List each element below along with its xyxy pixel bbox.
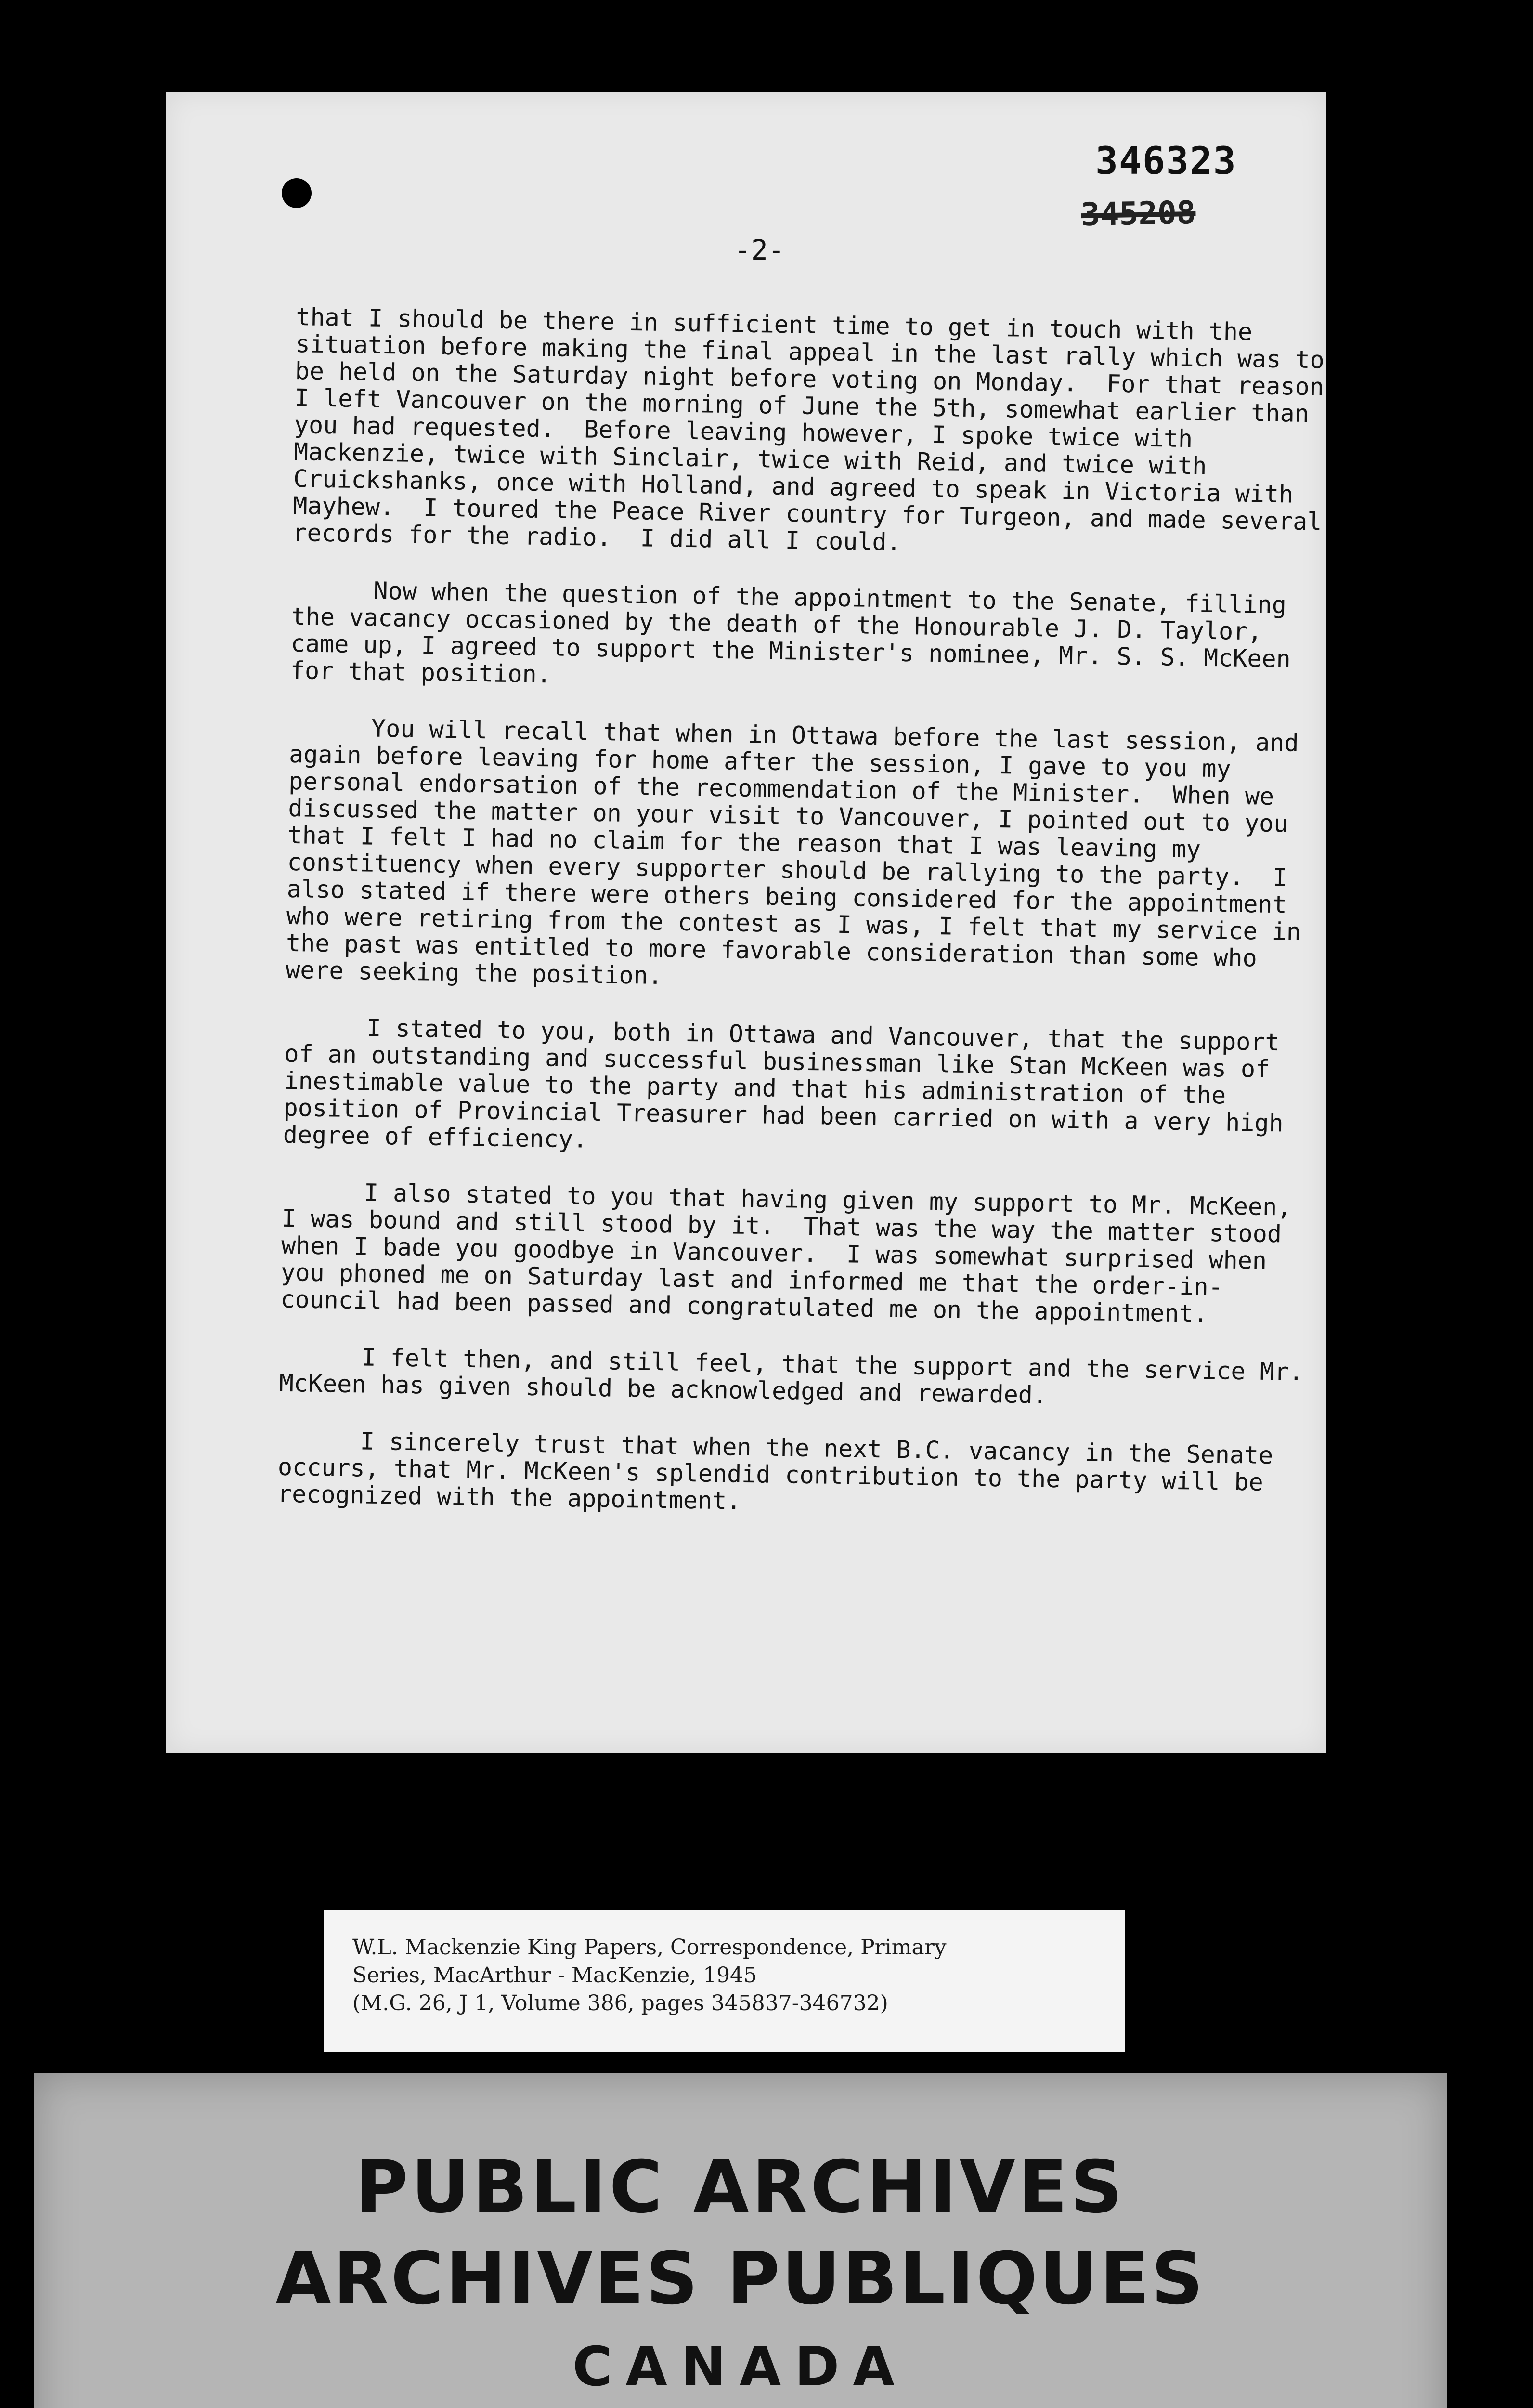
citation-line-3: (M.G. 26, J 1, Volume 386, pages 345837-346732) — [352, 1991, 888, 2015]
paragraph-6: I felt then, and still feel, that the support and the service Mr. McKeen has given should be acknowledged and rewarded. — [279, 1343, 1318, 1409]
letter-body — [277, 303, 1339, 1553]
citation-text — [352, 1934, 947, 2017]
citation-line-1: W.L. Mackenzie King Papers, Correspondence, Primary — [352, 1935, 947, 1960]
archive-number: 346323 — [1095, 140, 1237, 183]
paragraph-5: I also stated to you that having given my support to Mr. McKeen, I was bound and still stood by it. That was the way the matter stood when I bade you goodbye in Vancouver. I was somewhat surprised when you phoned me on Saturday last and informed me that the order-in-council had been passed and congratulated me on the appointment. — [280, 1178, 1306, 1328]
banner-line-country: CANADA — [572, 2336, 908, 2398]
page-number: -2- — [734, 234, 785, 266]
archives-banner — [34, 2073, 1447, 2408]
paragraph-3: You will recall that when in Ottawa before the last session, and again before leaving for home after the session, I gave to you my personal endorsation of the recommendation of the Minister. When we discussed the matter on your visit to Vancouver, I pointed out to you that I felt I had no claim for the reason that I was leaving my constituency when every supporter should be rallying to the party. I also stated if there were others being considered for the appointment who were retiring from the contest as I was, I felt that my service in the past was entitled to more favorable consideration than some who were seeking the position. — [285, 714, 1316, 990]
punch-hole — [282, 178, 312, 208]
paragraph-4: I stated to you, both in Ottawa and Vancouver, that the support of an outstanding and successful businessman like Stan McKeen was of inestimable value to the party and that his administration of the position of Provincial Treasurer had been carried on with a very high degree of efficiency. — [283, 1014, 1299, 1153]
paragraph-2: Now when the question of the appointment to the Senate, filling the vacancy occasioned by the death of the Honourable J. D. Taylor, came up, I agreed to support the Minister's nominee, Mr. S. S. McKeen for that position. — [290, 576, 1306, 689]
banner-line-english: PUBLIC ARCHIVES — [355, 2146, 1126, 2229]
struck-number: 345208 — [1080, 194, 1196, 234]
citation-label — [324, 1910, 1125, 2052]
citation-line-2: Series, MacArthur - MacKenzie, 1945 — [352, 1963, 757, 1988]
letter-page — [166, 92, 1339, 1753]
paragraph-7: I sincerely trust that when the next B.C. vacancy in the Senate occurs, that Mr. McKeen's splendid contribution to the party will be recognized with the appointment. — [277, 1427, 1288, 1515]
banner-line-french: ARCHIVES PUBLIQUES — [275, 2237, 1206, 2321]
paragraph-1: that I should be there in sufficient time to get in touch with the situation before making the final appeal in the last rally which was to be held on the Saturday night before voting on Monday. For that reason I left Vancouver on the morning of June the 5th, somewhat earlier than you had requested. Before leaving however, I spoke twice with Mackenzie, twice with Sinclair, twice with Reid, and twice with Cruickshanks, once with Holland, and agreed to speak in Victoria with Mayhew. I toured the Peace River country for Turgeon, and made several records for the radio. I did all I could. — [292, 303, 1339, 556]
